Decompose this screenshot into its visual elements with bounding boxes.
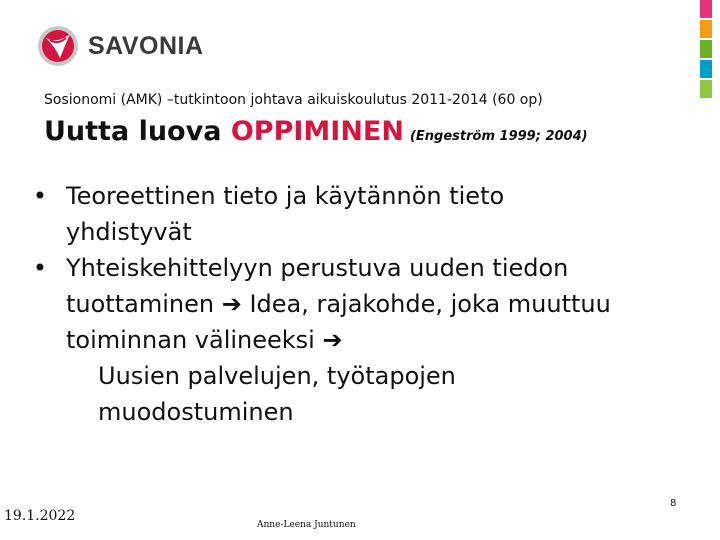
title-part1: Uutta luova bbox=[44, 116, 231, 147]
arrow-right-icon: ➔ bbox=[322, 326, 343, 354]
bullet-list bbox=[28, 178, 668, 430]
savonia-logo bbox=[36, 24, 204, 68]
bullet-1-line2: yhdistyvät bbox=[66, 218, 192, 246]
bullet-dot: • bbox=[32, 182, 48, 210]
savonia-logo-icon bbox=[36, 24, 80, 68]
bullet-1-line1: Teoreettinen tieto ja käytännön tieto bbox=[66, 182, 505, 210]
bullet-2-line2b: Idea, rajakohde, joka muuttuu bbox=[241, 290, 611, 318]
bullet-2-line3a: toiminnan välineeksi bbox=[66, 326, 323, 354]
bullet-2-line2a: tuottaminen bbox=[66, 290, 222, 318]
bullet-item-2 bbox=[28, 250, 668, 358]
page-number: 8 bbox=[670, 498, 677, 509]
bullet-2-line2 bbox=[66, 286, 668, 322]
logo-name: SAVONIA bbox=[88, 31, 204, 60]
continuation-line1: Uusien palvelujen, työtapojen bbox=[98, 362, 456, 390]
course-subtitle: Sosionomi (AMK) –tutkintoon johtava aikuiskoulutus 2011-2014 (60 op) bbox=[44, 92, 543, 108]
bullet-item-1 bbox=[28, 178, 668, 250]
bullet-2-line3 bbox=[66, 322, 668, 358]
title-citation: (Engeström 1999; 2004) bbox=[409, 129, 588, 144]
color-strip bbox=[700, 0, 712, 98]
footer-author: Anne-Leena Juntunen bbox=[257, 520, 356, 530]
slide-title bbox=[44, 116, 588, 147]
bullet-dot: • bbox=[32, 254, 48, 282]
footer-date: 19.1.2022 bbox=[4, 508, 76, 524]
bullet-2-line1: Yhteiskehittelyyn perustuva uuden tiedon bbox=[66, 254, 569, 282]
continuation-line2: muodostuminen bbox=[98, 398, 294, 426]
title-highlight: OPPIMINEN bbox=[230, 116, 404, 147]
arrow-right-icon: ➔ bbox=[221, 290, 242, 318]
